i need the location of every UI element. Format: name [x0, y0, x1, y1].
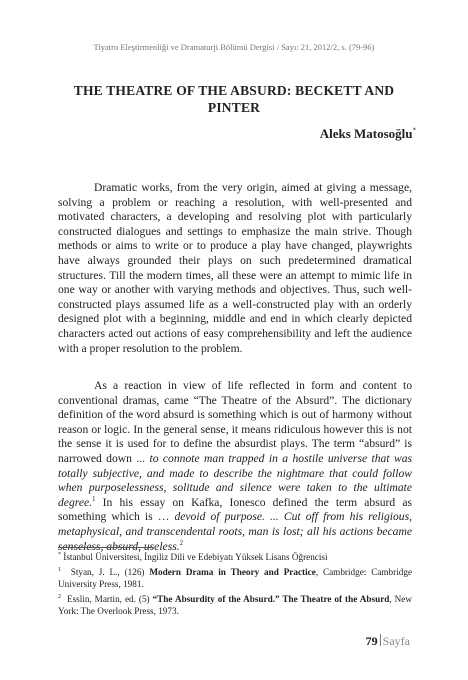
footnote-text: İstanbul Üniversitesi, İngiliz Dili ve Edebiyatı Yüksek Lisans Öğrencisi — [63, 552, 328, 562]
article-title: THE THEATRE OF THE ABSURD: BECKETT AND PINTER — [73, 83, 395, 115]
author-name-text: Aleks Matosoğlu — [319, 126, 413, 141]
page-number — [366, 634, 410, 649]
page-number-value: 79 — [365, 634, 378, 648]
footnote-mark: * — [58, 551, 61, 558]
footnote-divider — [58, 547, 154, 548]
paragraph-2 — [58, 379, 412, 554]
footnote-book-title: “The Absurdity of the Absurd.” The Theatre of the Absurd — [152, 594, 390, 604]
footnote-post: , New York: The Overlook Press, 1973. — [58, 594, 413, 616]
paragraph-2-quote-2: devoid of purpose. ... Cut off from his religious, metaphysical, and transcendental roots, man is lost; all his actions became senseless, absurd, useless. — [58, 510, 413, 553]
footnote-book-title: Modern Drama in Theory and Practice — [149, 567, 316, 577]
page-number-label: Sayfa — [382, 634, 410, 648]
footnote-mark: 1 — [58, 566, 61, 573]
paragraph-2-text-b: In his essay on Kafka, Ionesco defined the term absurd as something which is … — [58, 495, 412, 524]
paragraph-2-quote-1: to connote man trapped in a hostile universe that was totally subjective, and made to describe the nightmare that could follow when purposelessness, solitude and silence were taken to the ultimate degree. — [58, 451, 412, 509]
page-number-separator — [380, 634, 381, 646]
footnote-ref-2[interactable]: 2 — [179, 538, 184, 547]
footnote-pre: Esslin, Martin, ed. (5) — [66, 594, 153, 604]
footnote-1 — [58, 567, 412, 590]
footnote-pre: Styan, J. L., (126) — [70, 567, 150, 577]
paragraph-2-text-a: As a reaction in view of life reflected in form and content to conventional dramas, came “The Theatre of the Absurd”. The dictionary definition of the word absurd is something which is out of harmony without reason or logic. In the general sense, it means ridiculous however this is not the sense it is used for to define the absurdist plays. The term “absurd” is narrowed down ... — [58, 379, 412, 465]
footnote-2 — [58, 594, 412, 617]
footnote-post: , Cambridge: Cambridge University Press, 1981. — [58, 567, 413, 589]
journal-header: Tiyatro Eleştirmenliği ve Dramaturji Bölümü Dergisi / Sayı: 21, 2012/2, s. (79-96) — [93, 42, 375, 52]
footnote-author — [58, 552, 412, 564]
author-footnote-mark: * — [412, 126, 416, 135]
footnote-ref-1[interactable]: 1 — [92, 494, 96, 503]
footnote-mark: 2 — [58, 593, 61, 600]
author-name — [320, 126, 416, 142]
paragraph-1: Dramatic works, from the very origin, aimed at giving a message, solving a problem or reaching a resolution, with well-presented and motivated characters, a developing and resolving plot with particularly constructed dialogues and settings to emphasize the main strive. Though methods or aims to write or to produce a play have changed, playwrights have always grounded their plays on such predetermined dramatical structures. Till the modern times, all these were an attempt to mimic life in one way or another with varying methods and objectives. Thus, such well-constructed plays assumed life as a well-constructed play with an orderly designed plot with a beginning, middle and end in which clearly depicted characters acted out actions of easy comprehensibility and left the audience with a proper resolution to the problem. — [58, 181, 412, 355]
